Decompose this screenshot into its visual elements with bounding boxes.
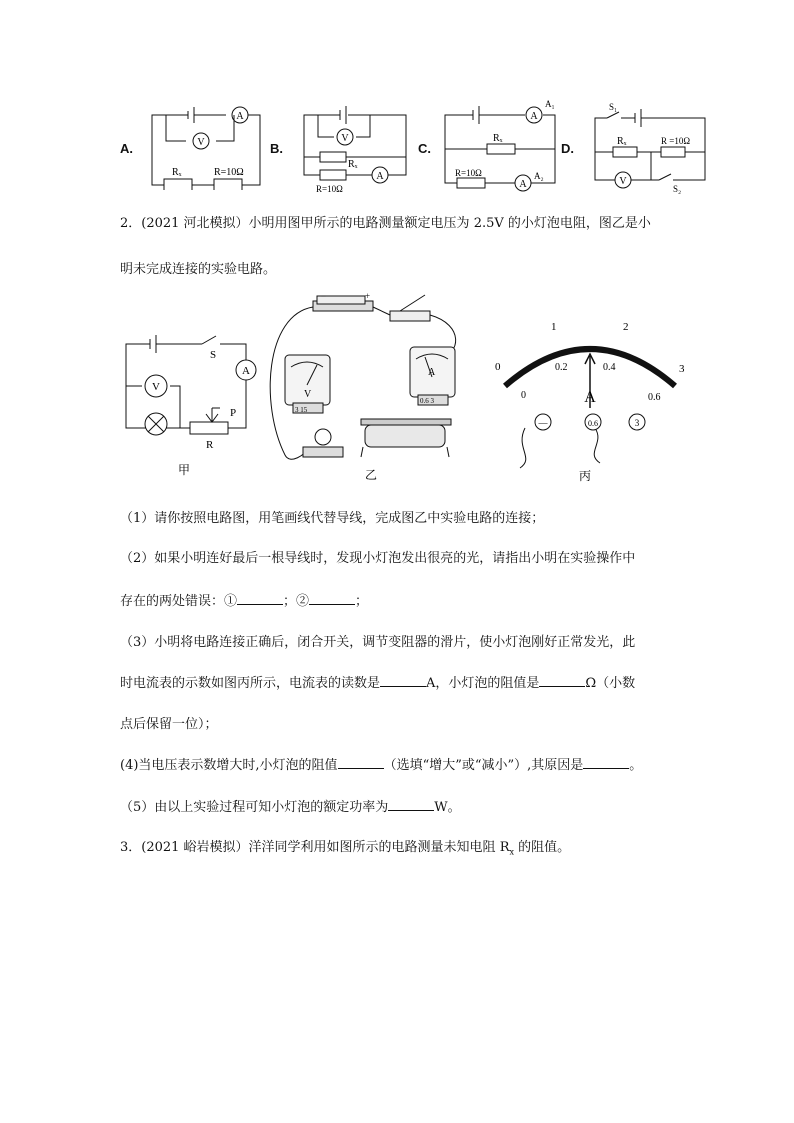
circuit-c-ammeter-2: A [519,179,527,190]
q2-part4-blank-1[interactable] [338,757,384,769]
q2-part2-blank-2[interactable] [309,593,355,605]
circuit-c-a1-label: A₁ [545,99,555,109]
q3-text-b: 的阻值。 [514,840,571,855]
q3-intro [120,836,570,857]
q2-part4-text-c: 。 [629,758,643,773]
battery-plus-label: + [365,291,371,301]
q2-part4-blank-2[interactable] [583,757,629,769]
battery-minus-label: − [321,291,327,301]
circuit-a-r-label: R=10Ω [214,167,244,178]
circuit-b-diagram [290,95,420,195]
figure-bing-label: 丙 [579,469,592,483]
figure-yi-label: 乙 [365,468,378,482]
option-d-label: D. [561,141,574,156]
meter-inner-tick-0: 0 [521,390,526,401]
circuit-a-ammeter: A [236,111,244,122]
q2-part2-line2 [120,590,368,609]
figure-jia-ammeter: A [242,365,250,377]
figure-yi-ammeter-label: A [428,367,436,378]
q2-part3-line2 [120,672,635,691]
meter-outer-tick-0: 0 [495,361,501,373]
meter-inner-tick-02: 0.2 [555,362,568,373]
circuit-d-rx-label: Rₓ [617,136,627,147]
q2-part4-text-a: (4)当电压表示数增大时,小灯泡的阻值 [120,758,338,773]
figure-jia-r-label: R [206,439,214,451]
q2-part3-line3: 点后保留一位）； [120,717,218,732]
option-c-label: C. [418,141,431,156]
meter-terminal-3: 3 [634,418,640,428]
meter-inner-tick-04: 0.4 [603,362,616,373]
figure-yi-apparatus [265,285,475,490]
figure-jia-switch-label: S [210,349,217,361]
q2-part3-text-c: Ω（小数 [585,676,636,691]
meter-unit-label: A [584,389,596,406]
figure-yi-voltmeter-terminals: 3 15 [295,406,308,414]
meter-terminal-negative: — [538,418,548,428]
option-b-label: B. [270,141,283,156]
circuit-c-r-label: R=10Ω [455,168,482,178]
q2-part2-blank-1[interactable] [237,593,283,605]
q2-part5 [120,796,461,815]
meter-outer-tick-3: 3 [679,363,685,375]
circuit-d-voltmeter: V [619,176,627,187]
q2-part2-text-c: ； [355,594,369,609]
circuit-a-rx-label: Rₓ [172,167,182,178]
meter-outer-tick-1: 1 [551,321,557,333]
q2-part5-text-b: W。 [434,800,461,815]
circuit-c-diagram [435,95,560,195]
circuit-d-r-label: R =10Ω [661,136,691,146]
circuit-d-s2-label: S₂ [673,184,682,194]
q3-rx-subscript: x [509,847,514,857]
circuit-c-a2-label: A₂ [534,171,544,181]
meter-terminal-06: 0.6 [588,419,598,428]
circuit-c-rx-label: Rₓ [493,133,503,144]
q2-intro-line2: 明未完成连接的实验电路。 [120,262,277,277]
q2-part4 [120,754,642,773]
q3-text-a: 3．(2021 峪岩模拟）洋洋同学利用如图所示的电路测量未知电阻 R [120,840,510,855]
circuit-b-rx-label: Rₓ [348,159,358,170]
figure-jia-voltmeter: V [152,381,160,393]
q2-part1: （1）请你按照电路图，用笔画线代替导线，完成图乙中实验电路的连接； [120,511,545,526]
q2-part2-line1: （2）如果小明连好最后一根导线时，发现小灯泡发出很亮的光，请指出小明在实验操作中 [120,551,636,566]
circuit-c-ammeter-1: A [530,111,538,122]
q2-part5-blank-power[interactable] [388,799,434,811]
circuit-b-r-label: R=10Ω [316,184,343,194]
circuit-a-voltmeter: V [197,137,205,148]
circuit-d-s1-label: S₁ [609,102,618,112]
q2-part3-blank-resistance[interactable] [539,675,585,687]
option-a-label: A. [120,141,133,156]
meter-inner-tick-06: 0.6 [648,392,661,403]
circuit-b-ammeter: A [376,171,384,182]
q2-intro-line1: 2．(2021 河北模拟）小明用图甲所示的电路测量额定电压为 2.5V 的小灯泡电阻，图乙是小 [120,216,651,231]
q2-part2-text-a: 存在的两处错误：① [120,594,238,609]
q2-part5-text-a: （5）由以上实验过程可知小灯泡的额定功率为 [120,800,389,815]
q2-part3-text-b: A，小灯泡的阻值是 [426,676,540,691]
q2-part3-text-a: 时电流表的示数如图丙所示，电流表的读数是 [120,676,381,691]
figure-jia-p-label: P [230,407,237,419]
q2-part3-blank-current[interactable] [380,675,426,687]
figure-yi-ammeter-terminals: 0.6 3 [420,397,434,405]
circuit-a-diagram [140,95,270,190]
meter-outer-tick-2: 2 [623,321,629,333]
circuit-b-voltmeter: V [341,133,349,144]
figure-bing-meter [485,318,695,488]
q2-part4-text-b: （选填“增大”或“减小”）,其原因是 [383,758,584,773]
figure-jia-label: 甲 [178,463,191,477]
q2-part2-text-b: ；② [283,594,310,609]
q2-part3-line1: （3）小明将电路连接正确后，闭合开关，调节变阻器的滑片，使小灯泡刚好正常发光，此 [120,635,636,650]
figure-jia-circuit [120,330,265,480]
circuit-d-diagram [585,100,710,195]
figure-yi-voltmeter-label: V [304,389,312,400]
